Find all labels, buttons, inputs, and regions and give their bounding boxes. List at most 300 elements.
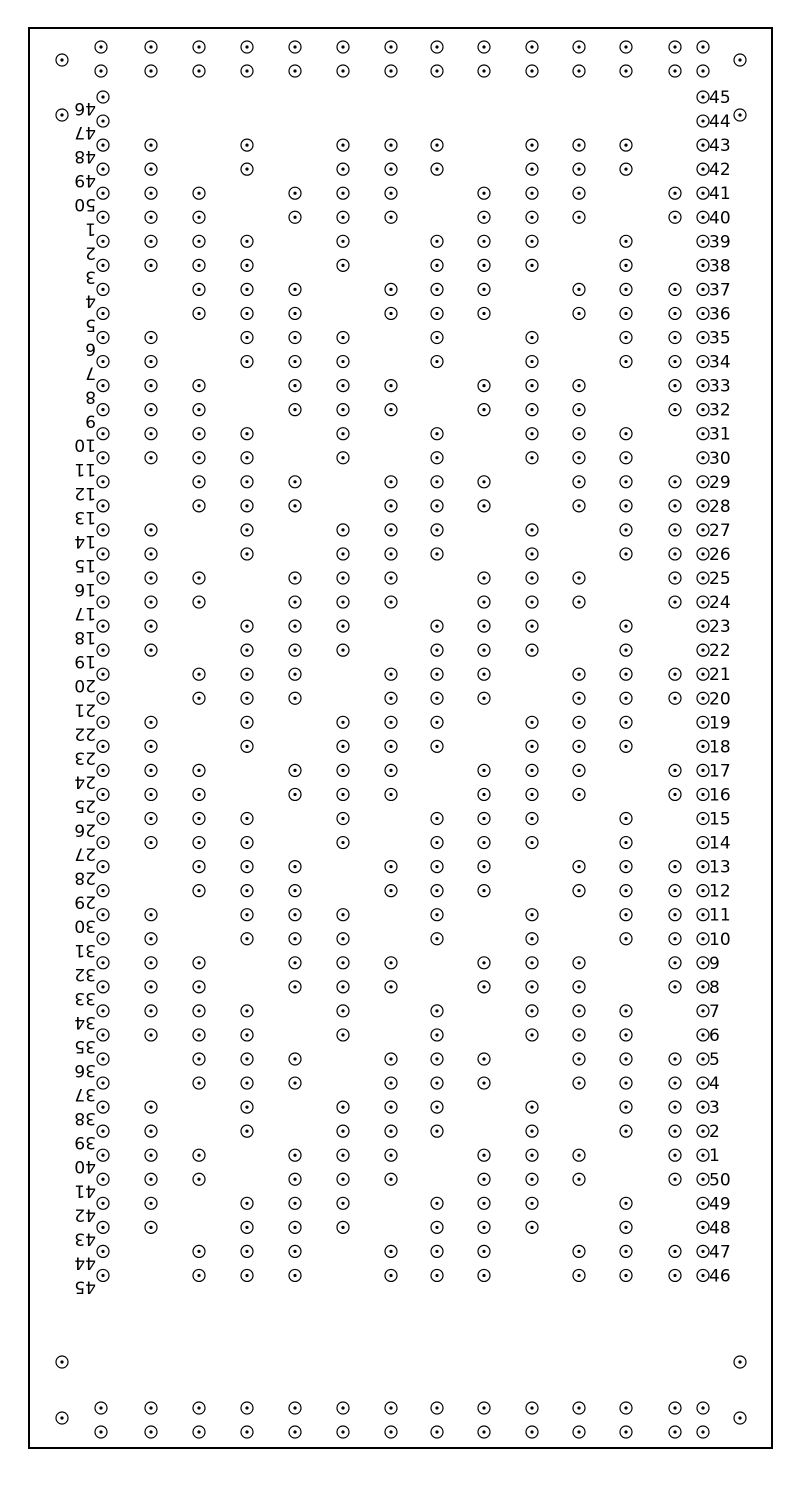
signal-pin: [431, 620, 443, 632]
signal-pin: [289, 356, 301, 368]
signal-pin: [478, 235, 490, 247]
signal-pin: [526, 837, 538, 849]
signal-pin: [193, 235, 205, 247]
signal-pin: [573, 187, 585, 199]
left-pin-label: 38: [74, 1108, 96, 1129]
signal-pin: [478, 620, 490, 632]
border-pin: [385, 41, 397, 53]
signal-pin: [526, 139, 538, 151]
signal-pin: [620, 620, 632, 632]
signal-pin: [241, 1053, 253, 1065]
signal-pin: [385, 1125, 397, 1137]
signal-pin: [620, 500, 632, 512]
signal-pin: [431, 307, 443, 319]
signal-pin: [431, 1101, 443, 1113]
border-pin: [95, 1402, 107, 1414]
right-pin-label: 9: [709, 953, 720, 974]
signal-pin: [145, 596, 157, 608]
signal-pin: [526, 764, 538, 776]
signal-pin: [193, 572, 205, 584]
signal-pin: [241, 668, 253, 680]
border-pin: [193, 65, 205, 77]
left-pin-label: 5: [85, 314, 96, 335]
border-pin: [526, 1402, 538, 1414]
left-pin: [97, 1101, 109, 1113]
border-pin: [193, 1426, 205, 1438]
signal-pin: [620, 283, 632, 295]
right-pin-label: 39: [709, 232, 731, 253]
signal-pin: [337, 1029, 349, 1041]
right-pin: [697, 115, 709, 127]
left-pin: [97, 1197, 109, 1209]
border-pin: [289, 1402, 301, 1414]
signal-pin: [431, 476, 443, 488]
signal-pin: [431, 428, 443, 440]
right-pin: [697, 380, 709, 392]
right-pin: [697, 596, 709, 608]
signal-pin: [431, 1077, 443, 1089]
signal-pin: [145, 1149, 157, 1161]
signal-pin: [526, 356, 538, 368]
signal-pin: [526, 1101, 538, 1113]
signal-pin: [526, 235, 538, 247]
signal-pin: [478, 837, 490, 849]
signal-pin: [289, 332, 301, 344]
signal-pin: [289, 283, 301, 295]
signal-pin: [620, 356, 632, 368]
left-pin: [97, 909, 109, 921]
signal-pin: [289, 668, 301, 680]
signal-pin: [289, 957, 301, 969]
signal-pin: [337, 909, 349, 921]
border-pin: [697, 1402, 709, 1414]
signal-pin: [526, 259, 538, 271]
signal-pin: [289, 380, 301, 392]
right-pin: [697, 861, 709, 873]
corner-hole-icon: [56, 109, 68, 121]
signal-pin: [431, 644, 443, 656]
signal-pin: [478, 764, 490, 776]
border-pin: [431, 1426, 443, 1438]
left-pin: [97, 91, 109, 103]
signal-pin: [478, 380, 490, 392]
signal-pin: [431, 139, 443, 151]
border-pin: [337, 1426, 349, 1438]
signal-pin: [478, 1245, 490, 1257]
signal-pin: [193, 692, 205, 704]
corner-hole-icon: [734, 1412, 746, 1424]
right-pin-label: 8: [709, 977, 720, 998]
signal-pin: [289, 572, 301, 584]
signal-pin: [193, 788, 205, 800]
right-pin-label: 15: [709, 809, 731, 830]
left-pin-label: 24: [74, 771, 96, 792]
signal-pin: [620, 740, 632, 752]
right-pin: [697, 356, 709, 368]
signal-pin: [193, 981, 205, 993]
signal-pin: [669, 1269, 681, 1281]
signal-pin: [385, 211, 397, 223]
signal-pin: [337, 1221, 349, 1233]
right-pin: [697, 1029, 709, 1041]
signal-pin: [478, 1173, 490, 1185]
right-pin-label: 38: [709, 256, 731, 277]
signal-pin: [193, 1077, 205, 1089]
left-pin: [97, 211, 109, 223]
right-pin: [697, 235, 709, 247]
right-pin: [697, 764, 709, 776]
signal-pin: [337, 1101, 349, 1113]
signal-pin: [573, 1029, 585, 1041]
signal-pin: [573, 283, 585, 295]
signal-pin: [193, 283, 205, 295]
signal-pin: [669, 861, 681, 873]
signal-pin: [385, 404, 397, 416]
right-pin: [697, 1101, 709, 1113]
corner-hole-icon: [56, 54, 68, 66]
signal-pin: [573, 476, 585, 488]
signal-pin: [478, 283, 490, 295]
right-pin-label: 24: [709, 593, 731, 614]
signal-pin: [193, 452, 205, 464]
signal-pin: [526, 788, 538, 800]
signal-pin: [573, 211, 585, 223]
left-pin-label: 39: [74, 1132, 96, 1153]
signal-pin: [289, 187, 301, 199]
left-pin-label: 32: [74, 963, 96, 984]
left-pin-label: 37: [74, 1084, 96, 1105]
signal-pin: [431, 1197, 443, 1209]
right-pin: [697, 1221, 709, 1233]
signal-pin: [193, 885, 205, 897]
signal-pin: [385, 1101, 397, 1113]
left-pin-label: 23: [74, 747, 96, 768]
signal-pin: [526, 452, 538, 464]
signal-pin: [431, 1269, 443, 1281]
corner-hole-icon: [56, 1356, 68, 1368]
right-pin-label: 31: [709, 424, 731, 445]
left-pin: [97, 548, 109, 560]
right-pin: [697, 957, 709, 969]
signal-pin: [193, 764, 205, 776]
left-pin: [97, 139, 109, 151]
signal-pin: [669, 1125, 681, 1137]
signal-pin: [478, 259, 490, 271]
signal-pin: [431, 1221, 443, 1233]
signal-pin: [145, 235, 157, 247]
right-pin-label: 14: [709, 833, 731, 854]
border-pin: [241, 41, 253, 53]
signal-pin: [478, 788, 490, 800]
left-pin-label: 50: [74, 194, 96, 215]
signal-pin: [669, 211, 681, 223]
signal-pin: [478, 596, 490, 608]
signal-pin: [145, 163, 157, 175]
signal-pin: [573, 428, 585, 440]
right-pin-label: 11: [709, 905, 731, 926]
right-pin-label: 45: [709, 88, 731, 108]
signal-pin: [526, 1197, 538, 1209]
signal-pin: [241, 1245, 253, 1257]
left-pin: [97, 788, 109, 800]
signal-pin: [385, 283, 397, 295]
left-pin-label: 9: [85, 410, 96, 431]
signal-pin: [620, 933, 632, 945]
left-pin-label: 36: [74, 1060, 96, 1080]
border-pin: [573, 1426, 585, 1438]
signal-pin: [193, 1245, 205, 1257]
signal-pin: [669, 283, 681, 295]
border-pin: [95, 1426, 107, 1438]
signal-pin: [193, 837, 205, 849]
right-pin: [697, 187, 709, 199]
signal-pin: [241, 692, 253, 704]
left-pin-label: 10: [74, 434, 96, 455]
signal-pin: [669, 524, 681, 536]
signal-pin: [385, 572, 397, 584]
border-pin: [385, 1426, 397, 1438]
signal-pin: [193, 1269, 205, 1281]
signal-pin: [289, 885, 301, 897]
right-pin-label: 4: [709, 1074, 720, 1095]
signal-pin: [526, 740, 538, 752]
signal-pin: [478, 307, 490, 319]
border-pin: [385, 1402, 397, 1414]
signal-pin: [431, 716, 443, 728]
signal-pin: [385, 740, 397, 752]
signal-pin: [385, 307, 397, 319]
right-pin-label: 3: [709, 1098, 720, 1119]
left-pin-label: 16: [74, 579, 96, 599]
right-pin-label: 40: [709, 208, 731, 229]
signal-pin: [478, 572, 490, 584]
left-pin-label: 17: [74, 603, 96, 624]
signal-pin: [385, 1077, 397, 1089]
right-pin-label: 22: [709, 641, 731, 662]
signal-pin: [289, 981, 301, 993]
signal-pin: [385, 1149, 397, 1161]
signal-pin: [337, 428, 349, 440]
signal-pin: [145, 957, 157, 969]
border-pin: [573, 65, 585, 77]
border-pin: [478, 65, 490, 77]
border-pin: [193, 41, 205, 53]
left-pin-label: 6: [85, 338, 96, 359]
signal-pin: [241, 139, 253, 151]
signal-pin: [620, 1197, 632, 1209]
signal-pin: [669, 356, 681, 368]
signal-pin: [289, 1197, 301, 1209]
signal-pin: [145, 1125, 157, 1137]
signal-pin: [620, 1053, 632, 1065]
left-pin: [97, 933, 109, 945]
signal-pin: [573, 788, 585, 800]
signal-pin: [145, 764, 157, 776]
signal-pin: [478, 1197, 490, 1209]
signal-pin: [145, 740, 157, 752]
signal-pin: [669, 596, 681, 608]
signal-pin: [669, 548, 681, 560]
signal-pin: [241, 283, 253, 295]
signal-pin: [669, 957, 681, 969]
signal-pin: [145, 548, 157, 560]
signal-pin: [337, 1197, 349, 1209]
corner-hole-icon: [56, 1412, 68, 1424]
signal-pin: [145, 356, 157, 368]
signal-pin: [526, 957, 538, 969]
corner-holes: [56, 54, 746, 1424]
signal-pin: [337, 380, 349, 392]
left-pin-label: 28: [74, 867, 96, 888]
signal-pin: [431, 163, 443, 175]
left-pin-label: 13: [74, 506, 96, 527]
signal-pin: [385, 596, 397, 608]
left-pin: [97, 476, 109, 488]
right-pin: [697, 644, 709, 656]
signal-pin: [193, 476, 205, 488]
signal-pin: [431, 1125, 443, 1137]
left-pin-label: 19: [74, 651, 96, 672]
signal-pin: [337, 332, 349, 344]
right-pin: [697, 139, 709, 151]
signal-pin: [573, 1173, 585, 1185]
signal-pin: [145, 1101, 157, 1113]
border-pin: [289, 65, 301, 77]
left-pin: [97, 692, 109, 704]
left-pin-label: 21: [74, 699, 96, 720]
right-pin-label: 36: [709, 304, 731, 325]
border-pin: [289, 41, 301, 53]
right-pin-label: 7: [709, 1001, 720, 1022]
right-pin: [697, 981, 709, 993]
signal-pin: [145, 211, 157, 223]
signal-pin: [241, 1101, 253, 1113]
signal-pin: [620, 332, 632, 344]
signal-pin: [620, 1005, 632, 1017]
left-pin-label: 2: [85, 242, 96, 263]
signal-pin: [289, 1053, 301, 1065]
signal-pin: [478, 404, 490, 416]
signal-pin: [620, 668, 632, 680]
right-pin-label: 41: [709, 184, 731, 205]
signal-pin: [193, 380, 205, 392]
signal-pin: [385, 1173, 397, 1185]
right-pin-label: 5: [709, 1050, 720, 1070]
left-pin-label: 41: [74, 1180, 96, 1201]
left-pin-label: 27: [74, 843, 96, 864]
left-pin: [97, 981, 109, 993]
signal-pin: [289, 476, 301, 488]
signal-pin: [526, 644, 538, 656]
signal-pin: [241, 428, 253, 440]
signal-pin: [526, 211, 538, 223]
right-pin: [697, 211, 709, 223]
right-pin: [697, 259, 709, 271]
signal-pin: [669, 933, 681, 945]
signal-pin: [478, 981, 490, 993]
signal-pin: [431, 933, 443, 945]
right-pin-label: 30: [709, 448, 731, 469]
signal-pin: [193, 211, 205, 223]
signal-pin: [431, 235, 443, 247]
signal-pin: [431, 356, 443, 368]
signal-pin: [241, 716, 253, 728]
signal-pin: [526, 524, 538, 536]
signal-pin: [573, 163, 585, 175]
right-pin-label: 1: [709, 1146, 720, 1167]
signal-pin: [478, 861, 490, 873]
right-pin-label: 50: [709, 1170, 731, 1191]
signal-pin: [241, 861, 253, 873]
signal-pin: [145, 837, 157, 849]
left-pin-label: 46: [74, 98, 96, 118]
signal-pin: [241, 813, 253, 825]
left-pin-label: 15: [74, 554, 96, 575]
left-pin: [97, 500, 109, 512]
signal-pin: [478, 1077, 490, 1089]
signal-pin: [526, 572, 538, 584]
signal-pin: [337, 235, 349, 247]
left-pin-label: 49: [74, 170, 96, 191]
signal-pin: [478, 211, 490, 223]
signal-pin: [620, 716, 632, 728]
signal-pin: [620, 1101, 632, 1113]
signal-pin: [145, 404, 157, 416]
left-pin: [97, 740, 109, 752]
signal-pin: [669, 1077, 681, 1089]
signal-pin: [241, 235, 253, 247]
left-pin: [97, 380, 109, 392]
right-pin-label: 32: [709, 400, 731, 421]
signal-pin: [526, 933, 538, 945]
signal-pin: [478, 187, 490, 199]
border-pin: [289, 1426, 301, 1438]
right-pin-label: 26: [709, 544, 731, 565]
signal-pin: [526, 909, 538, 921]
left-pin: [97, 1173, 109, 1185]
signal-pin: [478, 476, 490, 488]
right-pin-label: 35: [709, 328, 731, 349]
left-pin: [97, 1053, 109, 1065]
left-pin: [97, 1029, 109, 1041]
signal-pin: [145, 139, 157, 151]
left-pin: [97, 861, 109, 873]
signal-pin: [526, 332, 538, 344]
right-pin-label: 33: [709, 376, 731, 397]
signal-pin: [145, 1197, 157, 1209]
signal-pin: [145, 1005, 157, 1017]
signal-pin: [669, 476, 681, 488]
signal-pin: [431, 861, 443, 873]
signal-pin: [573, 716, 585, 728]
left-pin: [97, 620, 109, 632]
left-pin: [97, 837, 109, 849]
left-pin: [97, 115, 109, 127]
signal-pin: [669, 788, 681, 800]
border-pin: [669, 65, 681, 77]
signal-pin: [193, 813, 205, 825]
signal-pin: [478, 1269, 490, 1281]
signal-pin: [526, 1149, 538, 1161]
signal-pin: [620, 307, 632, 319]
signal-pin: [337, 837, 349, 849]
right-pin: [697, 548, 709, 560]
signal-pin: [193, 668, 205, 680]
right-pin: [697, 332, 709, 344]
signal-pin: [289, 909, 301, 921]
right-pin: [697, 692, 709, 704]
signal-pin: [431, 813, 443, 825]
